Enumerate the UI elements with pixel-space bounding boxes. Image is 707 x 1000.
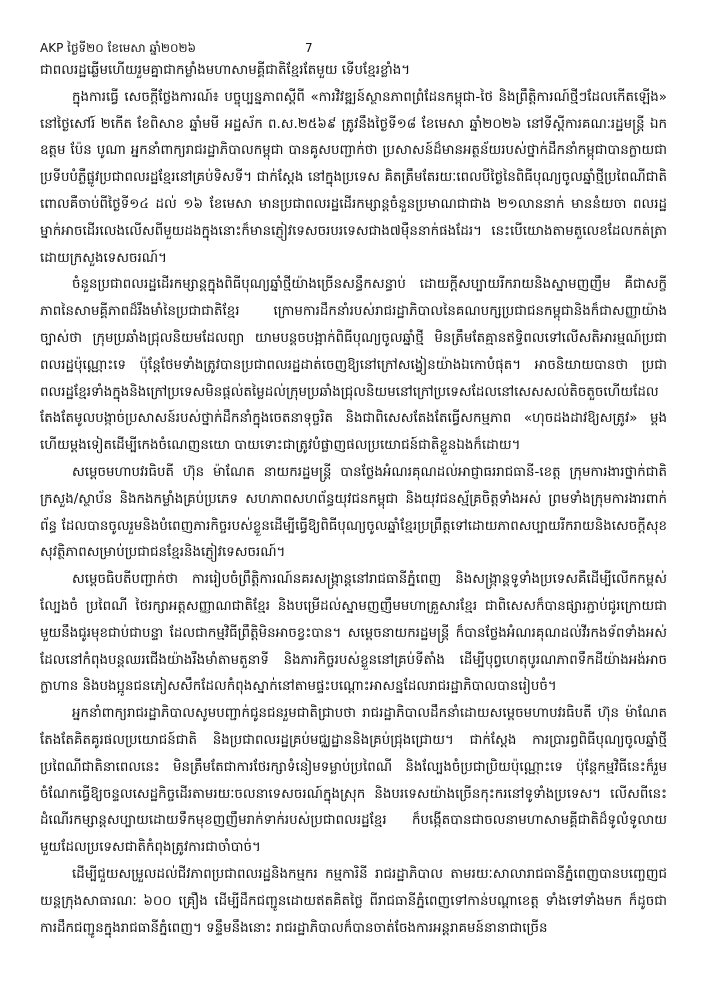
paragraph: ក្នុងការធ្វើ សេចក្តីថ្លែងការណ៍៖ បច្ចុប្បន្នភាពស្តីពី «ការវិវឌ្ឍន៍ស្ថានភាពព្រំដែនកម្ពុជា-ថៃ និងព្រឹត្តិការណ៍ថ្មីៗដែលកើតឡើង» នៅថ្ងៃសៅរ៍ ២កើត ខែពិសាខ ឆ្នាំមមី អដ្ឋស័ក ព.ស.២៥៦៩ ត្រូវនឹងថ្ងៃទី១៨ ខែមេសា ឆ្នាំ២០២៦ នៅទីស្តីការគណៈរដ្ឋមន្ត្រី ឯកឧត្តម ប៉ែន បូណា អ្នកនាំពាក្យរាជរដ្ឋាភិបាលកម្ពុជា បានគូសបញ្ជាក់ថា ប្រសាសន៍ដ៏មានអត្ថន័យរបស់ថ្នាក់ដឹកនាំកម្ពុជាបានក្លាយជាប្រទីបបំភ្លឺផ្លូវប្រជាពលរដ្ឋខ្មែរនៅគ្រប់ទិសទី។ ជាក់ស្តែង នៅក្នុងប្រទេស គិតត្រឹមតែរយៈពេលបីថ្ងៃនៃពិធីបុណ្យចូលឆ្នាំថ្មីប្រពៃណីជាតិ ពោលគឺចាប់ពីថ្ងៃទី១៤ ដល់ ១៦ ខែមេសា មានប្រជាពលរដ្ឋដើរកម្សាន្តចំនួនប្រមាណជាជាង ២១លាននាក់ មាននំយចា ពលរដ្ឋម្នាក់អាចដើរលេងលើសពីមួយដងក្នុងនោះក៏មានភ្ញៀវទេសចរបរទេសជាង៧ម៉ឺននាក់ផងដែរ។ នេះបើយោងតាមតួលេខដែលកត់ត្រាដោយក្រសួងទេសចរណ៍។	[40, 89, 667, 266]
paragraph: ជាពលរដ្ឋឆ្លើមហើយរួមគ្នាជាកម្លាំងមហាសាមគ្គីជាតិខ្មែរតែមួយ ទើបខ្មែរខ្លាំង។	[40, 63, 411, 78]
paragraph: អ្នកនាំពាក្យរាជរដ្ឋាភិបាលសូមបញ្ជាក់ជូនជនរួមជាតិជ្រាបថា រាជរដ្ឋាភិបាលដឹកនាំដោយសម្តេចមហាបវរធិបតី ហ៊ុន ម៉ាណែត តែងតែគិតគូរផលប្រយោជន៍ជាតិ និងប្រជាពលរដ្ឋគ្រប់មជ្ឈដ្ឋាននិងគ្រប់ជ្រុងជ្រោយ។ ជាក់ស្តែង ការប្រារព្ធពិធីបុណ្យចូលឆ្នាំថ្មីប្រពៃណីជាតិនាពេលនេះ មិនត្រឹមតែជាការថែរក្សាទំនៀមទម្លាប់ប្រពៃណី និងល្បែងចំប្រជាប្រិយប៉ុណ្ណោះទេ ប៉ុន្តែកម្មវិធីនេះក៏រួមចំណែកធ្វើឱ្យចន្ទលសេដ្ឋកិច្ចដើរតាមរយៈចលនាទេសចរណ៍ក្នុងស្រុក និងបរទេសយ៉ាងច្រើនកុះករនៅទូទាំងប្រទេស។ លើសពីនេះ ដំណើរកម្សាន្តសប្បាយដោយទឹកមុខញញឹមរាក់ទាក់របស់ប្រជាពលរដ្ឋខ្មែរ ក៏បង្កើតបានជាចលនាមហាសាមគ្គីជាតិដ៏ទូលំទូលាយមួយដែលប្រទេសជាតិកំពុងត្រូវការជាចាំបាច់។	[40, 706, 667, 856]
article-body	[40, 58, 667, 942]
page-header	[40, 38, 667, 58]
paragraph: ចំនួនប្រជាពលរដ្ឋដើរកម្សាន្តក្នុងពិធីបុណ្យឆ្នាំថ្មីយ៉ាងច្រើនសន្ធឹកសន្ធាប់ ដោយក្តីសប្បាយរីករាយនិងស្នាមញញឹម គឺជាសក្ខីភាពនៃសាមគ្គីភាពដ៏រឹងមាំនៃប្រជាជាតិខ្មែរ ក្រោមការដឹកនាំរបស់រាជរដ្ឋាភិបាលនៃគណបក្សប្រជាជនកម្ពុជានិងក៏ជាសញ្ញាយ៉ាងច្បាស់ថា ក្រុមប្រឆាំងជ្រុលនិយមដែលព្យា យាមបន្តចបង្អាក់ពិធីបុណ្យចូលឆ្នាំថ្មី មិនត្រឹមតែគ្មានឥទ្ធិពលទៅលើសតិអារម្មណ៍ប្រជាពលរដ្ឋប៉ុណ្ណោះទេ ប៉ុន្តែថែមទាំងត្រូវបានប្រជាពលរដ្ឋដាត់ចេញឱ្យនៅក្រៅសង្វៀនយ៉ាងឯកោបំផុត។ អាចនិយាយបានថា ប្រជាពលរដ្ឋខ្មែរទាំងក្នុងនិងក្រៅប្រទេសមិនផ្តល់តម្លៃដល់ក្រុមប្រឆាំងជ្រុលនិយមនៅក្រៅប្រទេសដែលនៅសេសសល់តិចតួចហើយដែលតែងតែមូលបង្កាច់ប្រសាសន៍របស់ថ្នាក់ដឹកនាំក្នុងចេតនាទុច្ចរិត និងជាពិសេសតែងតែធ្វើសកម្មភាព «ហុចដងដាវឱ្យសត្រូវ» ម្តងហើយម្តងទៀតដើម្បីកេងចំណេញនយោ បាយទោះជាត្រូវបំផ្លាញផលប្រយោជន៍ជាតិខ្លួនឯងក៏ដោយ។	[40, 277, 667, 454]
header-title: AKP ថ្ងៃទី២០ ខែមេសា ឆ្នាំ២០២៦	[40, 41, 197, 55]
paragraph: សម្តេចធិបតីបញ្ជាក់ថា ការរៀបចំព្រឹត្តិការណ៍នគរសង្ក្រាន្តនៅរាជធានីភ្នំពេញ និងសង្ក្រាន្តទូទាំងប្រទេសគឺដើម្បីលើកកម្ពស់ល្បែងចំ ប្រពៃណី ថៃរក្សាអត្តសញ្ញាណជាតិខ្មែរ និងបម្រើដល់ស្នាមញញឹមមហាគ្រួសារខ្មែរ ជាពិសេសក៏បានផ្សារភ្ជាប់ជូរក្រោយជាមួយនឹងជូរមុខជាប់ជាបន្ទា ដែលជាកម្មវិធីព្រឹត្តិមិនអាចខ្វះបាន។ សម្តេចនាយករដ្ឋមន្ត្រី ក៏បានថ្លែងអំណរគុណដល់វីរកងទ័ពទាំងអស់ ដែលនៅកំពុងបន្តឈរជើងយ៉ាងរឹងមាំតាមតួនាទី និងភារកិច្ចរបស់ខ្លួននៅគ្រប់ទីតាំង ដើម្បីបុព្វហេតុបូរណភាពទឹកដីយ៉ាងអង់អាចក្លាហាន និងបងប្អូនជនភៀសសឹកដែលកំពុងស្នាក់នៅតាមផ្ទះបណ្ដោះអាសន្នដែលរាជរដ្ឋាភិបាលបានរៀបចំ។	[40, 572, 667, 695]
paragraph: សម្តេចមហាបវរធិបតី ហ៊ុន ម៉ាណែត នាយករដ្ឋមន្ត្រី បានថ្លែងអំណរគុណដល់អាជ្ញាធររាជធានី-ខេត្ត ក្រុមការងារថ្នាក់ជាតិ ក្រសួង/ស្ថាប័ន និងកងកម្លាំងគ្រប់ប្រភេទ សហភាពសហព័ន្ធយុវជនកម្ពុជា និងយុវជនស្ម័គ្រចិត្តទាំងអស់ ព្រមទាំងក្រុមការងារពាក់ព័ន្ធ ដែលបានចូលរួមនិងបំពេញភារកិច្ចរបស់ខ្លួនដើម្បីធ្វើឱ្យពិធីបុណ្យចូលឆ្នាំខ្មែរប្រព្រឹត្តទៅដោយភាពសប្បាយរីករាយនិងសេចក្តីសុខសុវត្ថិភាពសម្រាប់ប្រជាជនខ្មែរនិងភ្ញៀវទេសចរណ៍។	[40, 464, 667, 561]
paragraph: ដើម្បីជួយសម្រួលដល់ជីវភាពប្រជាពលរដ្ឋនិងកម្មករ កម្មការិនី រាជរដ្ឋាភិបាល តាមរយៈសាលារាជធានីភ្នំពេញបានបញ្ចេញជយន្តក្រុងសាធារណៈ ៦០០ គ្រឿង ដើម្បីដឹកជញ្ជូនដោយឥតគិតថ្លៃ ពីរាជធានីភ្នំពេញទៅកាន់បណ្តាខេត្ត ទាំងទៅទាំងមក ក៏ដូចជាការដឹកជញ្ជូនក្នុងរាជធានីភ្នំពេញ។ ទន្ទឹមនឹងនោះ រាជរដ្ឋាភិបាលក៏បានចាត់ចែងការអន្តរាគមន៍នានាជាច្រើន	[40, 866, 667, 936]
page-number: 7	[305, 41, 313, 55]
